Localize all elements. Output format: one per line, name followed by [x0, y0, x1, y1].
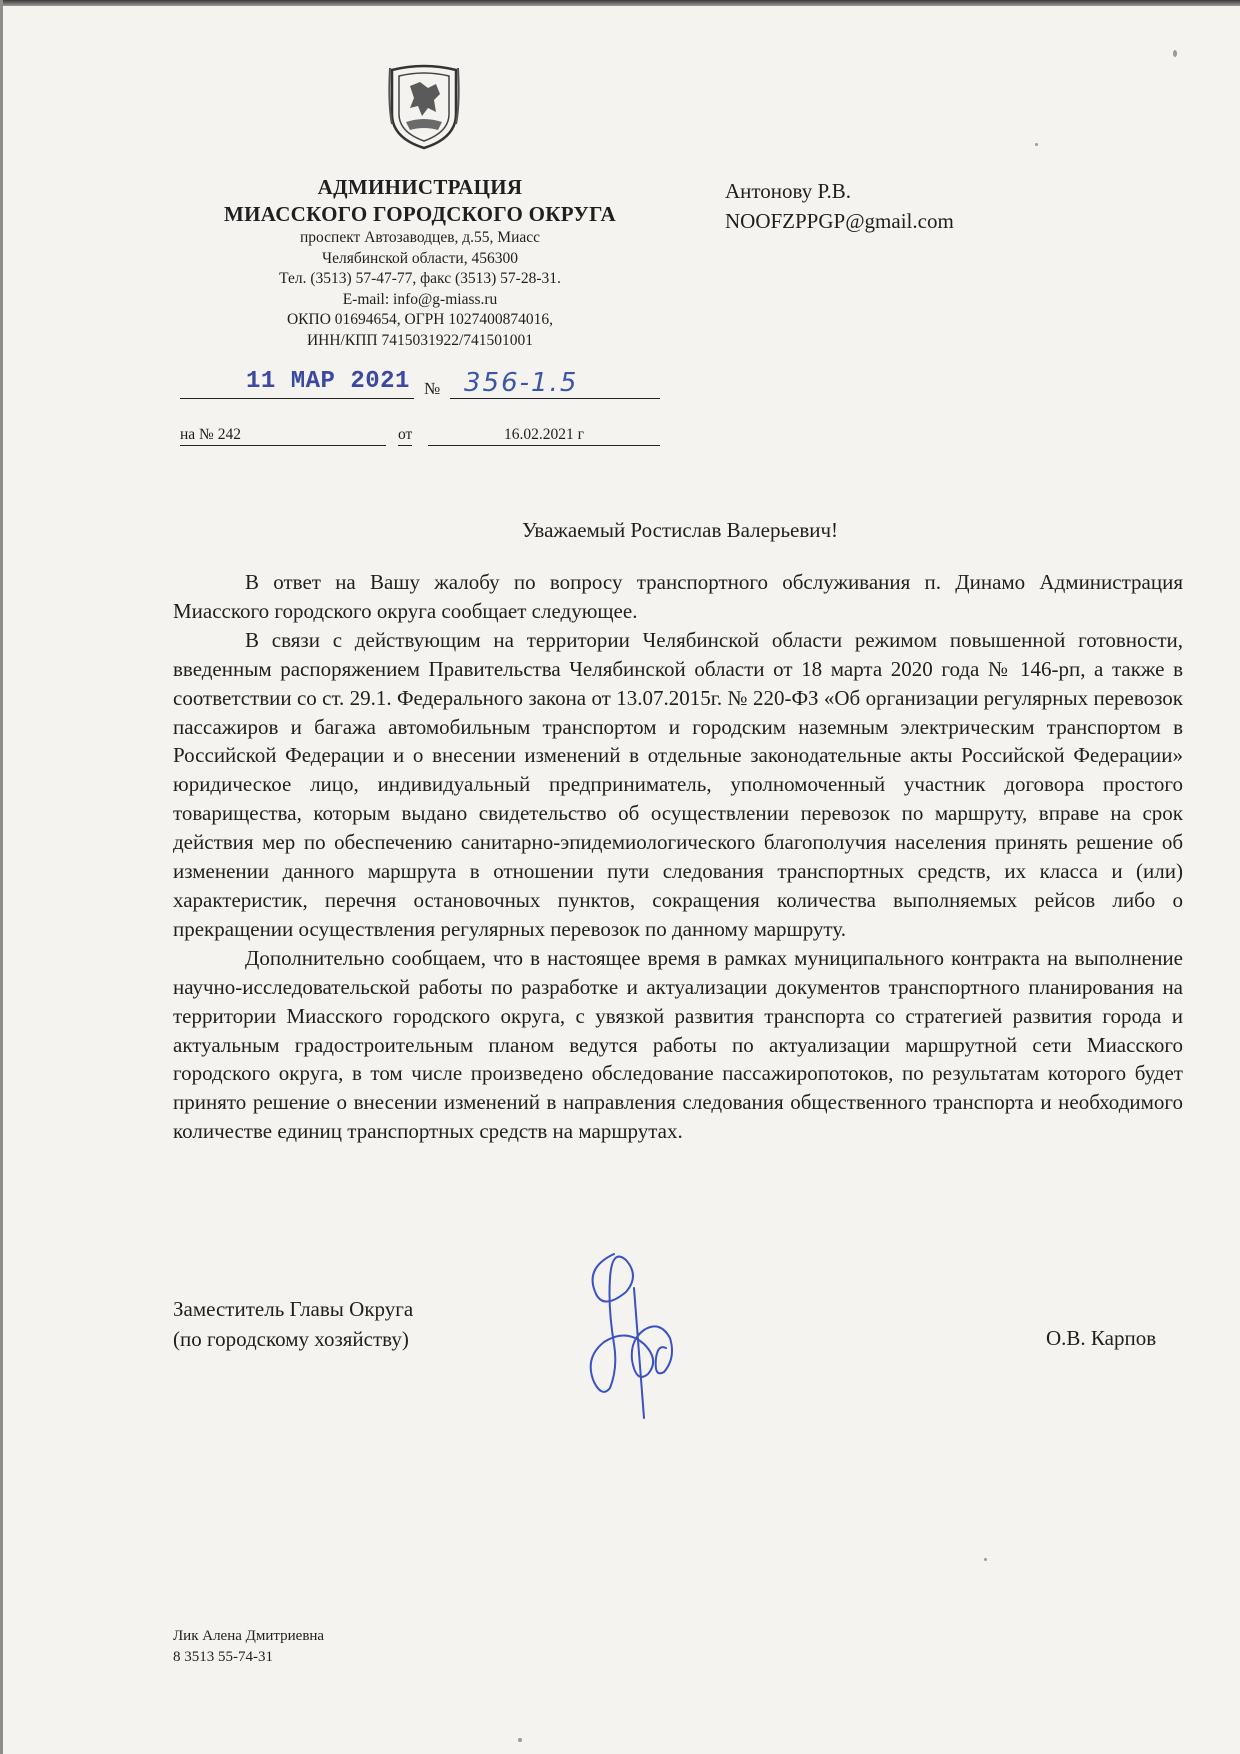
reference-date: 16.02.2021 г — [428, 426, 660, 446]
registration-row — [180, 368, 660, 402]
org-inn: ИНН/КПП 7415031922/741501001 — [306, 331, 534, 349]
scan-left-edge — [0, 0, 3, 1754]
org-name-line2: МИАССКОГО ГОРОДСКОГО ОКРУГА — [224, 202, 616, 226]
scan-speck — [518, 1738, 522, 1742]
number-underline — [450, 398, 660, 399]
scan-top-edge — [0, 0, 1240, 6]
org-address-line1: проспект Автозаводцев, д.55, Миасс — [299, 229, 541, 246]
registration-date-stamp: 11 МАР 2021 — [246, 368, 410, 395]
position-line1: Заместитель Главы Округа — [173, 1297, 414, 1321]
scan-speck — [1173, 50, 1177, 57]
paragraph: Дополнительно сообщаем, что в настоящее время в рамках муниципального контракта на выполнение научно-исследовательской работы по разработке и актуализации документов транспортного планирования на территории Миасского городского округа, с увязкой развития транспорта со стратегией развития города и актуальным градостроительным планом ведутся работы по актуализации маршрутной сети Миасского городского округа, в том числе произведено обследование пассажиропотоков, по результатам которого будет принято решение о внесении изменений в направления следования общественного транспорта и необходимого количестве единиц транспортных средств на маршрутах. — [173, 945, 1183, 1144]
position-line2: (по городскому хозяйству) — [173, 1327, 409, 1351]
org-address-line2: Челябинской области, 456300 — [322, 249, 518, 267]
salutation: Уважаемый Ростислав Валерьевич! — [521, 518, 839, 542]
registration-number: 356-1.5 — [464, 368, 579, 398]
date-underline — [180, 398, 414, 399]
executor-block — [173, 1626, 324, 1668]
org-email: E-mail: info@g-miass.ru — [342, 290, 498, 308]
signer-name: О.В. Карпов — [1046, 1326, 1157, 1350]
org-phone: Тел. (3513) 57-47-77, факс (3513) 57-28-31. — [279, 270, 561, 287]
addressee-email: NOOFZPPGP@gmail.com — [725, 209, 954, 233]
org-okpo: ОКПО 01694654, ОГРН 1027400874016, — [286, 311, 553, 328]
signatory-position — [173, 1294, 413, 1354]
letterhead — [170, 174, 670, 351]
reference-ot-label: от — [398, 426, 412, 446]
org-name-line1: АДМИНИСТРАЦИЯ — [317, 175, 523, 199]
number-label: № — [424, 379, 441, 398]
executor-name: Лик Алена Дмитриевна — [173, 1628, 325, 1644]
reference-number: на № 242 — [180, 426, 386, 446]
paragraph: В связи с действующим на территории Челябинской области режимом повышенной готовности, введенным распоряжением Правительства Челябинской области от 18 марта 2020 года № 146-рп, а также в соответствии со ст. 29.1. Федерального закона от 13.07.2015г. № 220-ФЗ «Об организации регулярных перевозок пассажиров и багажа автомобильным транспортом и городским наземным электрическим транспортом в Российской Федерации и о внесении изменений в отдельные законодательные акты Российской Федерации» юридическое лицо, индивидуальный предприниматель, уполномоченный участник договора простого товарищества, которым выдано свидетельство об осуществлении перевозок по маршруту, вправе на срок действия мер по обеспечению санитарно-эпидемиологического благополучия населения принять решение об изменении данного маршрута в отношении пути следования транспортных средств, их класса и (или) характеристик, перечня остановочных пунктов, сокращения количества выполняемых рейсов либо о прекращении осуществления регулярных перевозок по данному маршруту. — [173, 627, 1183, 941]
addressee-block — [725, 176, 954, 236]
scan-speck — [1035, 143, 1038, 146]
scan-speck — [984, 1558, 987, 1561]
executor-phone: 8 3513 55-74-31 — [173, 1649, 273, 1665]
letter-body — [173, 568, 1183, 1146]
handwritten-signature — [574, 1248, 684, 1420]
coat-of-arms-icon — [388, 64, 460, 150]
paragraph: В ответ на Вашу жалобу по вопросу транспортного обслуживания п. Динамо Администрация Миасского городского округа сообщает следующее. — [173, 570, 1183, 623]
addressee-name: Антонову Р.В. — [725, 179, 852, 203]
